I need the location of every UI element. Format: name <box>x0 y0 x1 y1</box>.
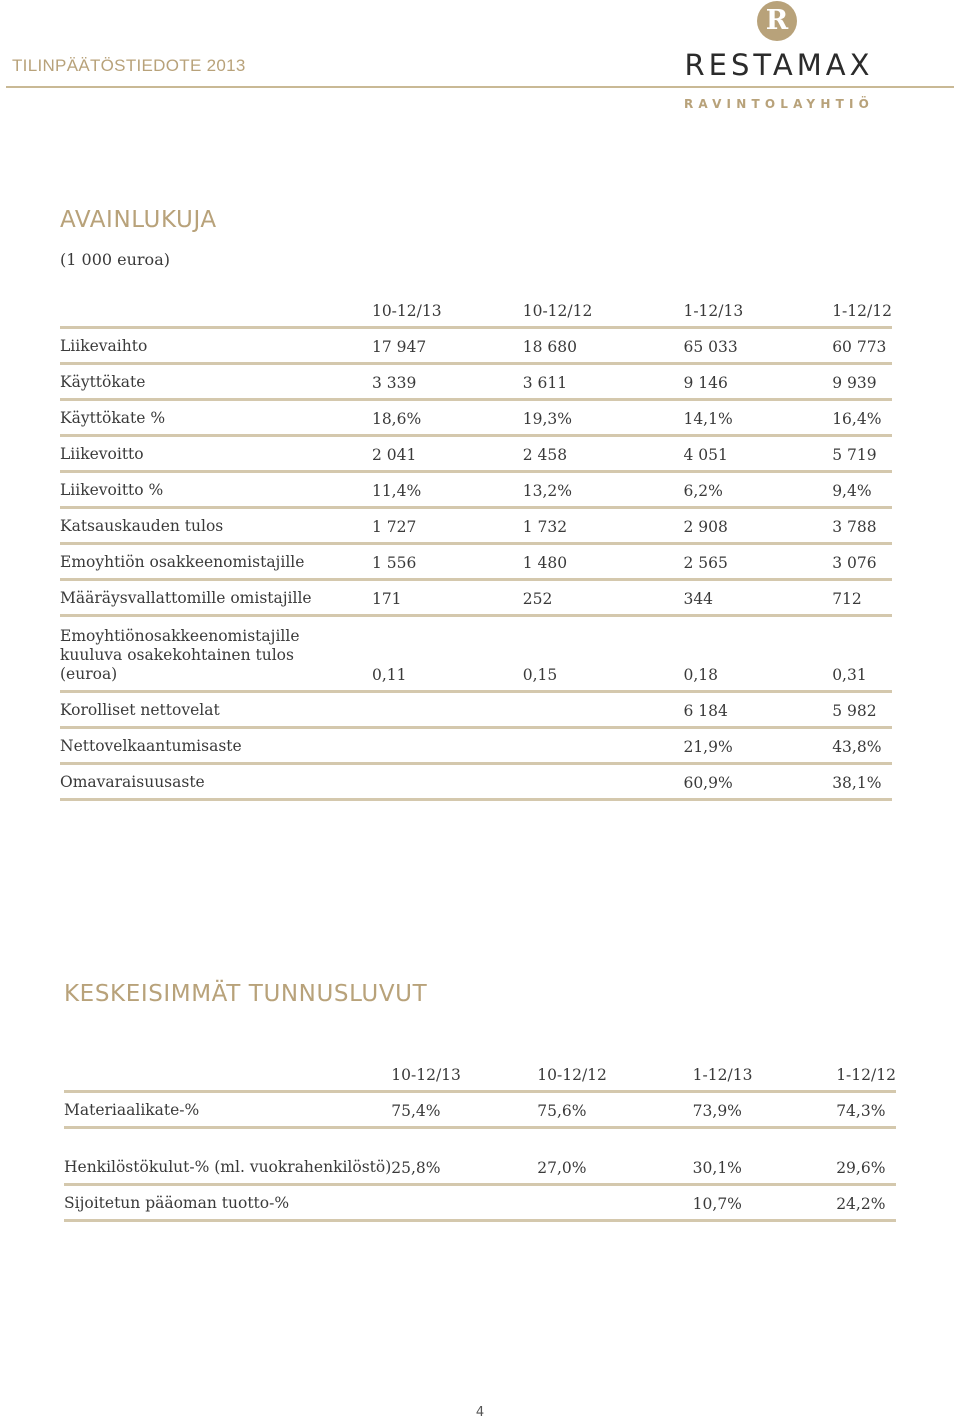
row-label: Korolliset nettovelat <box>60 691 372 727</box>
document-label: TILINPÄÄTÖSTIEDOTE 2013 <box>12 56 246 75</box>
value-cell: 10,7% <box>693 1184 837 1220</box>
table-row <box>64 1184 896 1220</box>
value-cell <box>391 1184 537 1220</box>
value-cell: 60 773 <box>832 327 892 363</box>
row-label: Emoyhtiön osakkeenomistajille <box>60 543 372 579</box>
logo-wordmark: RESTAMAX <box>684 48 874 82</box>
value-cell <box>537 1184 692 1220</box>
value-cell: 19,3% <box>523 399 684 435</box>
value-cell: 712 <box>832 579 892 615</box>
table-row <box>60 363 892 399</box>
value-cell: 5 719 <box>832 435 892 471</box>
column-header: 1-12/12 <box>832 293 892 327</box>
value-cell: 1 480 <box>523 543 684 579</box>
column-header: 10-12/12 <box>537 1057 692 1091</box>
row-label: Käyttökate <box>60 363 372 399</box>
row-label: Käyttökate % <box>60 399 372 435</box>
value-cell: 9,4% <box>832 471 892 507</box>
value-cell: 29,6% <box>836 1127 896 1184</box>
value-cell: 0,31 <box>832 615 892 691</box>
value-cell: 2 458 <box>523 435 684 471</box>
column-header: 10-12/13 <box>372 293 523 327</box>
row-label: Emoyhtiönosakkeenomistajille kuuluva osakekohtainen tulos (euroa) <box>60 615 372 691</box>
value-cell: 4 051 <box>683 435 832 471</box>
value-cell: 2 908 <box>683 507 832 543</box>
logo-emblem: R <box>757 1 797 41</box>
value-cell: 1 732 <box>523 507 684 543</box>
value-cell <box>523 763 684 799</box>
value-cell <box>523 691 684 727</box>
ratios-table <box>64 1057 896 1222</box>
section-title-avainlukuja: AVAINLUKUJA <box>60 207 217 233</box>
value-cell: 5 982 <box>832 691 892 727</box>
value-cell: 75,4% <box>391 1091 537 1127</box>
value-cell <box>372 691 523 727</box>
value-cell: 17 947 <box>372 327 523 363</box>
value-cell: 18,6% <box>372 399 523 435</box>
value-cell: 3 611 <box>523 363 684 399</box>
column-header: 10-12/13 <box>391 1057 537 1091</box>
logo-subtitle: RAVINTOLAYHTIÖ <box>683 97 875 111</box>
value-cell: 60,9% <box>683 763 832 799</box>
row-label: Nettovelkaantumisaste <box>60 727 372 763</box>
value-cell: 2 041 <box>372 435 523 471</box>
row-label: Omavaraisuusaste <box>60 763 372 799</box>
row-label: Liikevaihto <box>60 327 372 363</box>
value-cell: 6 184 <box>683 691 832 727</box>
value-cell: 43,8% <box>832 727 892 763</box>
header-divider <box>6 86 954 88</box>
value-cell: 2 565 <box>683 543 832 579</box>
value-cell: 0,11 <box>372 615 523 691</box>
value-cell <box>372 763 523 799</box>
value-cell: 75,6% <box>537 1091 692 1127</box>
value-cell: 344 <box>683 579 832 615</box>
value-cell: 24,2% <box>836 1184 896 1220</box>
value-cell: 38,1% <box>832 763 892 799</box>
row-label: Sijoitetun pääoman tuotto-% <box>64 1184 391 1220</box>
column-header: 1-12/13 <box>683 293 832 327</box>
table-row <box>64 1091 896 1127</box>
row-label: Materiaalikate-% <box>64 1091 391 1127</box>
table-header-row <box>64 1057 896 1091</box>
row-label: Katsauskauden tulos <box>60 507 372 543</box>
value-cell: 9 939 <box>832 363 892 399</box>
table-row <box>60 435 892 471</box>
row-label: Henkilöstökulut-% (ml. vuokrahenkilöstö) <box>64 1127 391 1184</box>
row-label: Liikevoitto <box>60 435 372 471</box>
column-header: 1-12/12 <box>836 1057 896 1091</box>
value-cell: 27,0% <box>537 1127 692 1184</box>
value-cell: 30,1% <box>693 1127 837 1184</box>
column-header: 1-12/13 <box>693 1057 837 1091</box>
value-cell: 16,4% <box>832 399 892 435</box>
value-cell: 1 556 <box>372 543 523 579</box>
value-cell: 18 680 <box>523 327 684 363</box>
key-figures-table <box>60 293 892 801</box>
value-cell: 3 339 <box>372 363 523 399</box>
column-header: 10-12/12 <box>523 293 684 327</box>
value-cell: 13,2% <box>523 471 684 507</box>
value-cell: 25,8% <box>391 1127 537 1184</box>
table-row <box>60 691 892 727</box>
header-empty-cell <box>60 293 372 327</box>
value-cell: 3 788 <box>832 507 892 543</box>
value-cell: 74,3% <box>836 1091 896 1127</box>
table-row <box>60 507 892 543</box>
table-row <box>60 579 892 615</box>
value-cell: 0,15 <box>523 615 684 691</box>
value-cell: 171 <box>372 579 523 615</box>
table-row <box>64 1127 896 1184</box>
table-row <box>60 763 892 799</box>
value-cell: 1 727 <box>372 507 523 543</box>
value-cell: 3 076 <box>832 543 892 579</box>
value-cell: 73,9% <box>693 1091 837 1127</box>
value-cell: 14,1% <box>683 399 832 435</box>
row-label: Määräysvallattomille omistajille <box>60 579 372 615</box>
table-row <box>60 327 892 363</box>
table-row <box>60 543 892 579</box>
page-number: 4 <box>475 1405 485 1420</box>
section-title-tunnusluvut: KESKEISIMMÄT TUNNUSLUVUT <box>64 981 428 1007</box>
table-header-row <box>60 293 892 327</box>
unit-note: (1 000 euroa) <box>60 250 170 269</box>
value-cell <box>523 727 684 763</box>
value-cell: 252 <box>523 579 684 615</box>
value-cell: 11,4% <box>372 471 523 507</box>
table-row <box>60 471 892 507</box>
value-cell <box>372 727 523 763</box>
header-empty-cell <box>64 1057 391 1091</box>
row-label: Liikevoitto % <box>60 471 372 507</box>
value-cell: 9 146 <box>683 363 832 399</box>
value-cell: 6,2% <box>683 471 832 507</box>
table-row <box>60 727 892 763</box>
value-cell: 0,18 <box>683 615 832 691</box>
table-row <box>60 399 892 435</box>
table-row <box>60 615 892 691</box>
value-cell: 21,9% <box>683 727 832 763</box>
value-cell: 65 033 <box>683 327 832 363</box>
